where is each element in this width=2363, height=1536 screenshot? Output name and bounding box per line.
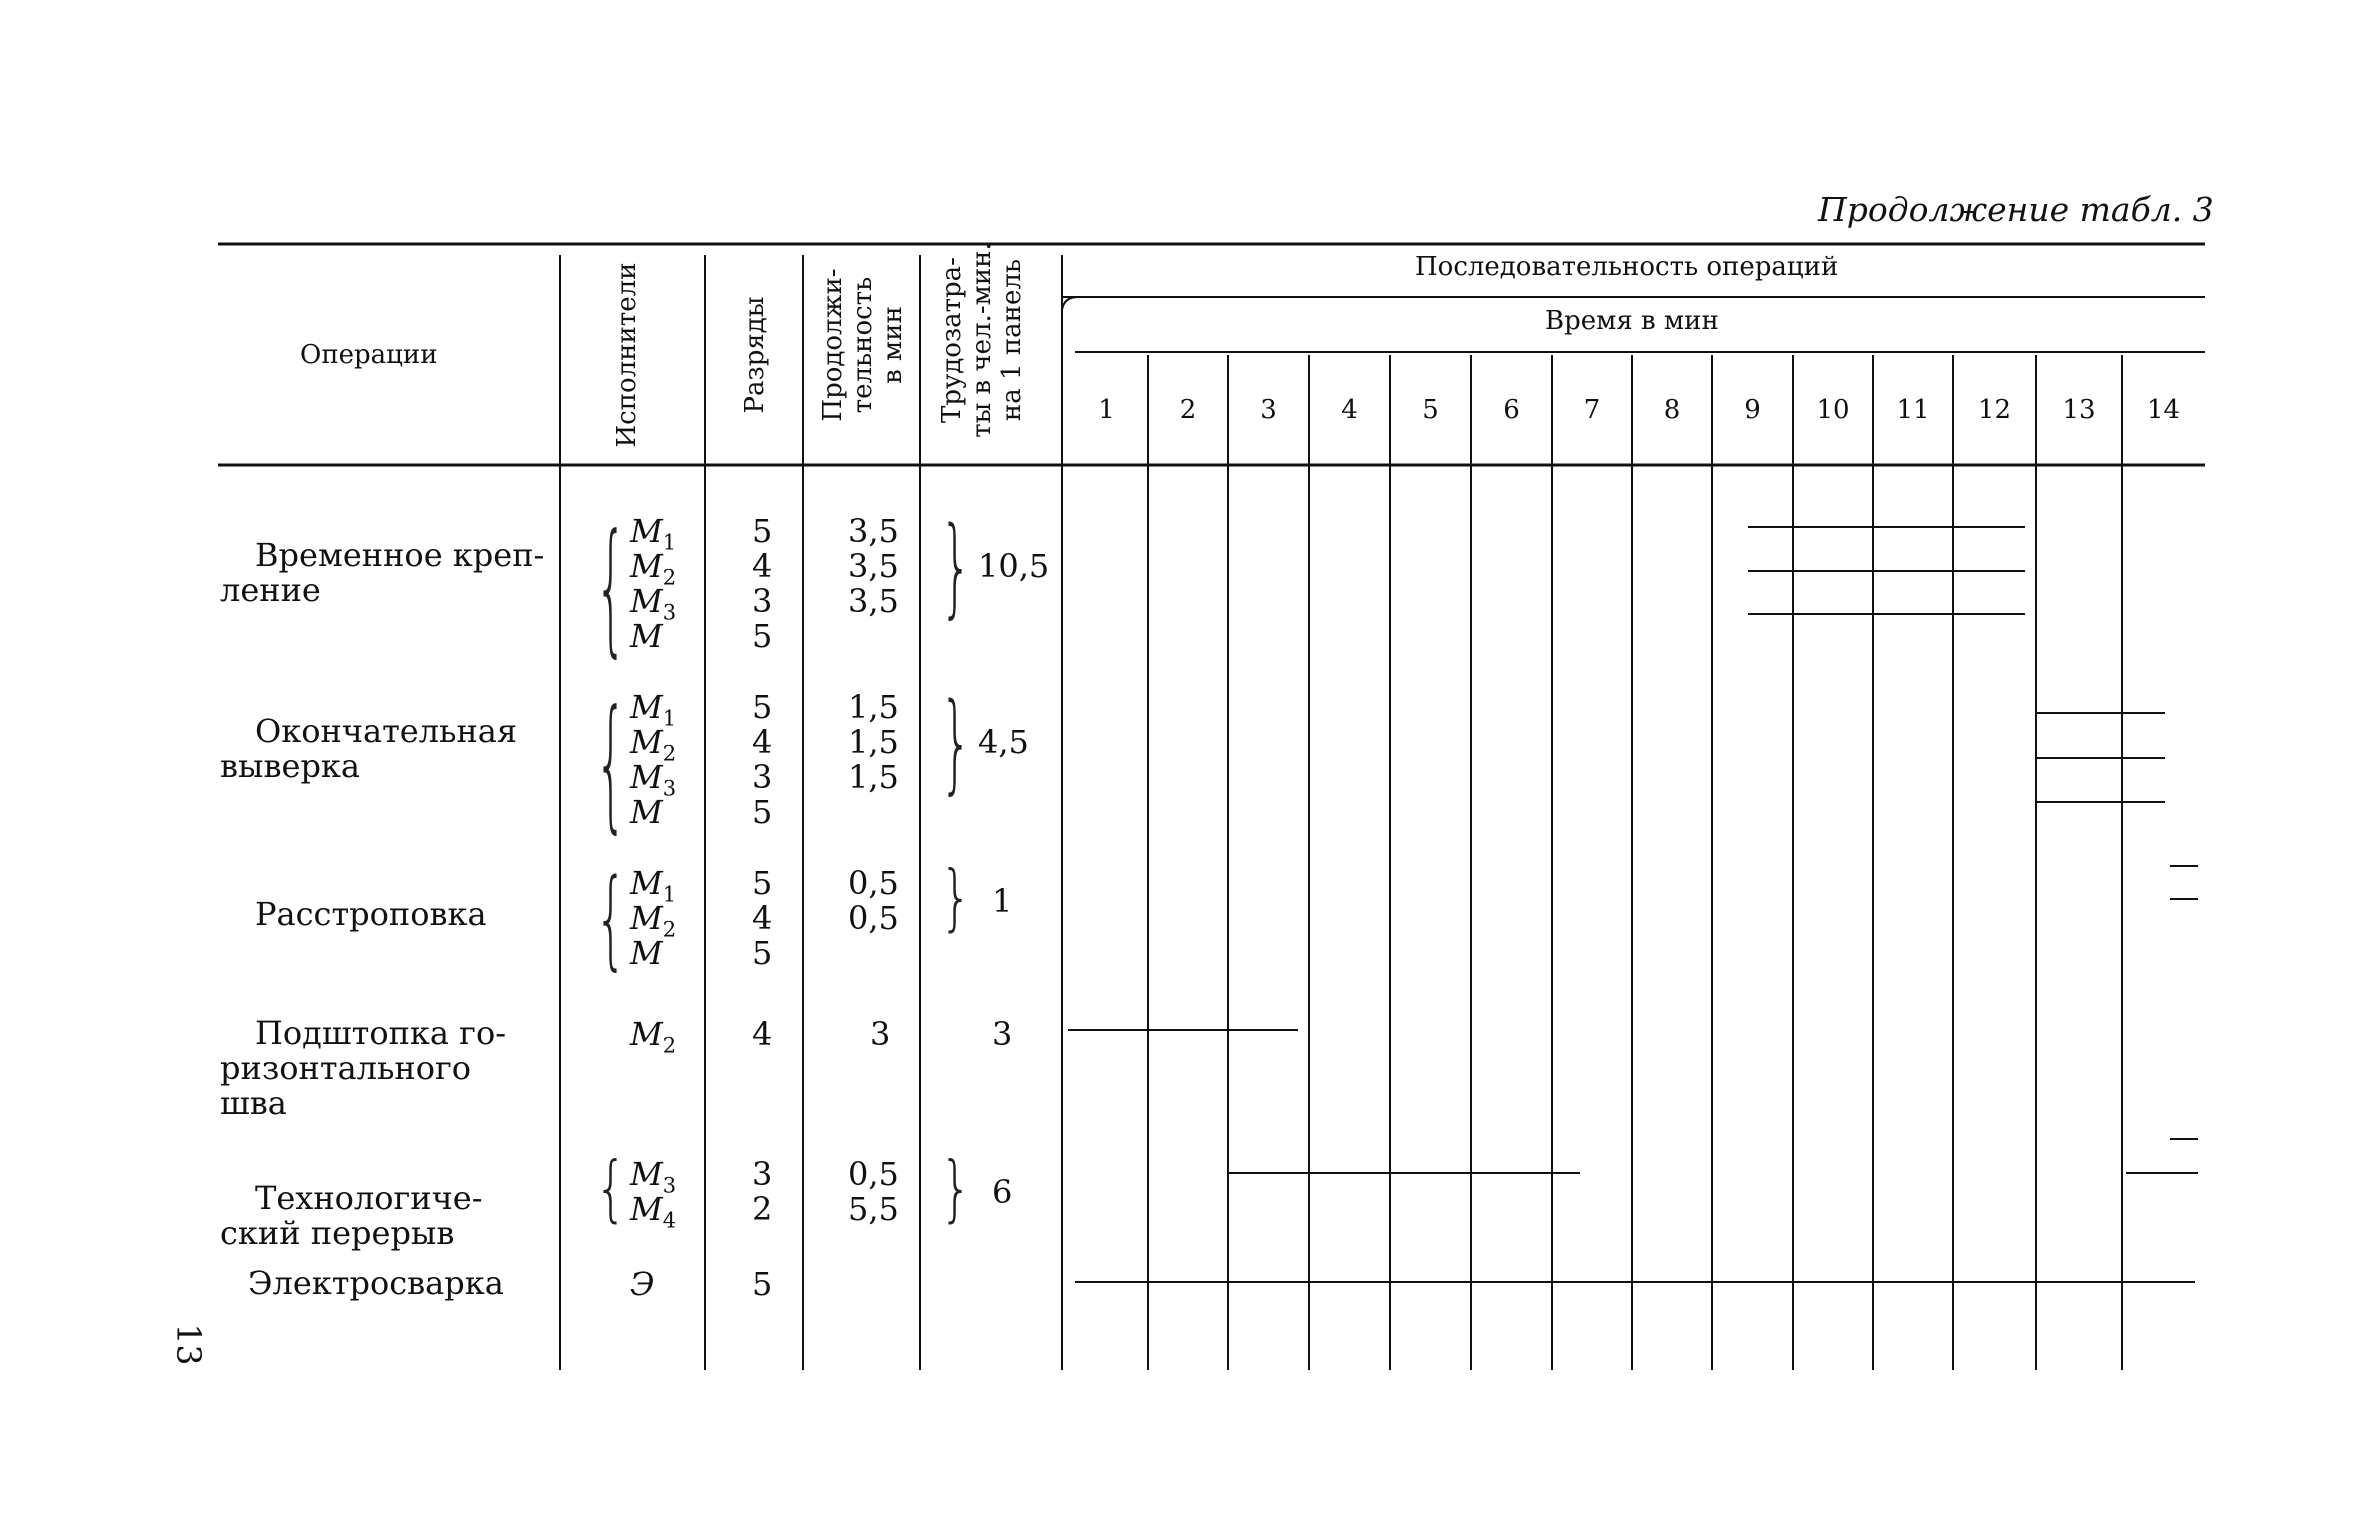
operation-name: шва: [220, 1084, 287, 1122]
executor-letter: М: [630, 582, 663, 620]
duration-cell: 0,5: [848, 899, 899, 937]
grade-cell: 4: [752, 1015, 773, 1053]
labor-cell: 3: [992, 1015, 1013, 1053]
executor-brace: {: [595, 504, 627, 672]
minute-label: 3: [1260, 395, 1277, 425]
header-executors: Исполнители: [612, 262, 642, 448]
header-time: Время в мин: [1545, 306, 1719, 336]
grade-cell: 5: [752, 688, 773, 726]
executor-letter: Э: [630, 1265, 655, 1303]
grade-cell: 4: [752, 723, 773, 761]
executor: [630, 793, 663, 835]
minute-label: 13: [2062, 395, 2096, 425]
header-grades: Разряды: [740, 296, 770, 414]
duration-cell: 3,5: [848, 547, 899, 585]
operation-name: Расстроповка: [255, 894, 487, 933]
labor-brace: }: [940, 504, 972, 630]
executor-letter: М: [630, 1155, 663, 1193]
executor-brace: {: [595, 856, 627, 982]
header-operations: Операции: [300, 340, 438, 370]
executor-letter: М: [630, 864, 663, 902]
executor-letter: М: [630, 547, 663, 585]
executor-letter: М: [630, 512, 663, 550]
minute-label: 9: [1744, 395, 1761, 425]
grade-cell: 5: [752, 934, 773, 972]
labor-cell: 4,5: [978, 723, 1029, 761]
grade-cell: 5: [752, 793, 773, 831]
duration-cell: 3: [870, 1015, 891, 1053]
minute-label: 8: [1663, 395, 1681, 425]
grade-cell: 5: [752, 512, 773, 550]
grade-cell: 3: [752, 1155, 773, 1193]
operation-name: Электросварка: [248, 1264, 504, 1302]
duration-cell: 3,5: [848, 512, 899, 550]
minute-label: 11: [1896, 395, 1930, 425]
minute-label: 5: [1422, 395, 1439, 425]
labor-cell: 1: [992, 881, 1013, 920]
executor-index: 3: [662, 600, 677, 625]
grade-cell: 3: [752, 582, 773, 620]
operation-name: Окончательная: [255, 711, 518, 750]
executor: [630, 934, 663, 976]
labor-brace: }: [940, 1147, 972, 1231]
grade-cell: 5: [752, 1265, 773, 1303]
header-duration: Продолжи- тельность в мин: [818, 268, 908, 422]
duration-cell: 3,5: [848, 582, 899, 620]
executor-brace: {: [595, 1147, 627, 1231]
operation-name: Подштопка го-: [255, 1014, 507, 1052]
minute-label: 4: [1341, 395, 1358, 425]
executor-letter: М: [630, 899, 663, 937]
minute-label: 12: [1977, 395, 2012, 425]
minute-label: 2: [1179, 395, 1197, 425]
executor-index: 1: [662, 706, 677, 731]
executor-index: 3: [662, 1173, 677, 1198]
executor-brace: {: [595, 680, 627, 848]
duration-cell: 0,5: [848, 864, 899, 902]
duration-cell: 0,5: [848, 1155, 899, 1193]
executor: [630, 1190, 676, 1232]
executor-letter: М: [630, 934, 663, 972]
minute-label: 6: [1503, 395, 1520, 425]
operation-name: Технологиче-: [255, 1178, 483, 1217]
executor-letter: М: [630, 758, 663, 796]
executor: [630, 617, 663, 659]
grade-cell: 4: [752, 547, 773, 585]
minute-label: 14: [2146, 395, 2181, 425]
executor-index: 2: [662, 565, 677, 590]
operation-name: ризонтального: [220, 1049, 472, 1087]
executor: [630, 1265, 654, 1307]
grade-cell: 4: [752, 899, 773, 937]
executor-index: 2: [662, 1033, 677, 1058]
sequence-bracket: [1062, 297, 1078, 310]
header-sequence: Последовательность операций: [1415, 252, 1839, 282]
header-labor: Трудозатра- ты в чел.-мин. на 1 панель: [937, 242, 1027, 438]
labor-cell: 10,5: [978, 547, 1050, 585]
executor: [630, 1015, 676, 1057]
grade-cell: 5: [752, 864, 773, 902]
page-number: 13: [169, 1323, 209, 1366]
duration-cell: 5,5: [848, 1190, 899, 1228]
operation-name: выверка: [220, 746, 360, 785]
executor-index: 4: [662, 1208, 677, 1233]
executor-index: 2: [662, 741, 677, 766]
executor-index: 2: [662, 917, 677, 942]
operation-name: ский перерыв: [220, 1213, 455, 1252]
minute-label: 10: [1816, 395, 1850, 425]
executor-index: 1: [662, 882, 677, 907]
duration-cell: 1,5: [848, 688, 899, 726]
operation-name: Временное креп-: [255, 535, 545, 574]
minute-label: 1: [1098, 395, 1115, 425]
grade-cell: 3: [752, 758, 773, 796]
duration-cell: 1,5: [848, 723, 899, 761]
executor-index: 1: [662, 530, 677, 555]
executor-letter: М: [630, 793, 663, 831]
duration-cell: 1,5: [848, 758, 899, 796]
executor-letter: М: [630, 617, 663, 655]
executor-letter: М: [630, 1190, 663, 1228]
minute-label: 7: [1583, 395, 1601, 425]
operation-name: ление: [220, 570, 321, 609]
executor-letter: М: [630, 1015, 663, 1053]
executor-letter: М: [630, 688, 663, 726]
grade-cell: 5: [752, 617, 773, 655]
table-caption: Продолжение табл. 3: [1818, 190, 2214, 229]
grade-cell: 2: [752, 1190, 773, 1228]
labor-brace: }: [940, 856, 972, 940]
executor-index: 3: [662, 776, 677, 801]
labor-brace: }: [940, 680, 972, 806]
executor-letter: М: [630, 723, 663, 761]
labor-cell: 6: [992, 1172, 1013, 1211]
